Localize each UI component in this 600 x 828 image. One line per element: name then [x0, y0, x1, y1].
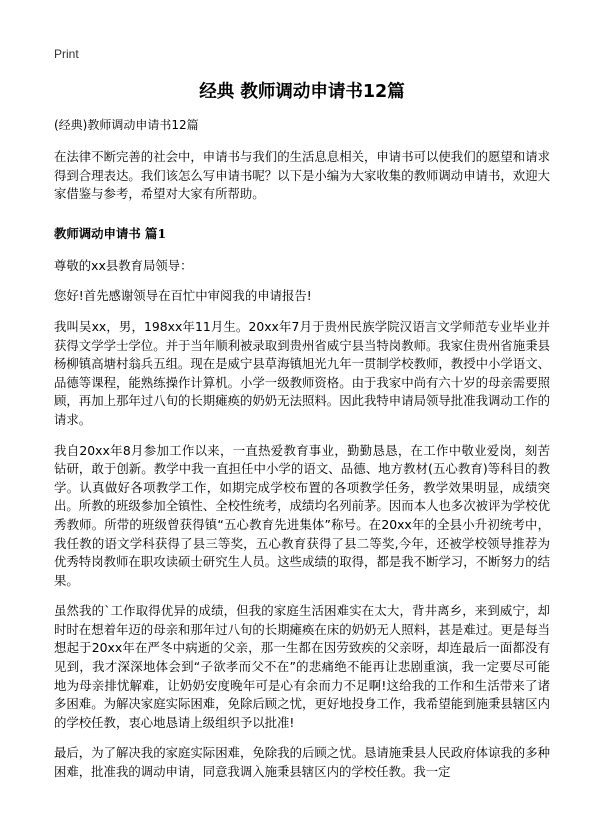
intro-paragraph: 在法律不断完善的社会中，申请书与我们的生活息息相关，申请书可以使我们的愿望和请求得到合理表达。我们该怎么写申请书呢？以下是小编为大家收集的教师调动申请书，欢迎大家借鉴与参考，希望对大家有所帮助。: [54, 149, 550, 202]
document-subtitle: (经典)教师调动申请书12篇: [54, 118, 199, 132]
document-body: [54, 70, 550, 782]
salutation: 尊敬的xx县教育局领导：: [54, 257, 193, 273]
body-paragraph: 我自20xx年8月参加工作以来，一直热爱教育事业，勤勤恳恳，在工作中敬业爱岗，刻苦钻研，敢于创新。教学中我一直担任中小学的语文、品德、地方教材(五心教育)等科目的教学。认真做好各项教学工作，如期完成学校布置的各项教学任务，教学效果明显，成绩突出。所教的班级参加全镇性、全校性统考，成绩均名列前茅。因而本人也多次被评为学校优秀教师。所带的班级曾获得镇“五心教育先进集体”称号。在20xx年的全县小升初统考中，我任教的语文学科获得了县三等奖，五心教育获得了县二等奖,今年，还被学校领导推荐为优秀特岗教师在职攻读硕士研究生人员。这些成绩的取得，都是我不断学习，不断努力的结果。: [54, 442, 550, 588]
body-paragraph: 最后，为了解决我的家庭实际困难，免除我的后顾之忧。恳请施秉县人民政府体谅我的多种困难，批准我的调动申请，同意我调入施秉县辖区内的学校任教。我一定: [54, 745, 550, 780]
print-link[interactable]: Print: [54, 47, 79, 61]
page-title: 经典 教师调动申请书12篇: [199, 82, 405, 102]
body-paragraph: 虽然我的`工作取得优异的成绩，但我的家庭生活困难实在太大，背井离乡，来到威宁，却时时在想着年迈的母亲和那年过八旬的长期瘫痪在床的奶奶无人照料，甚是难过。更是每当想起于20xx年在严冬中病逝的父亲，那一生都在因劳致疾的父亲呀，却连最后一面都没有见到，我才深深地体会到“子欲孝而父不在”的悲痛绝不能再让悲剧重演，我一定要尽可能地为母亲排忧解难，让奶奶安度晚年可是心有余而力不足啊!这给我的工作和生活带来了诸多困难。为解决家庭实际困难，免除后顾之忧，更好地投身工作，我希望能到施秉县辖区内的学校任教，衷心地恳请上级组织予以批准!: [54, 603, 550, 730]
section-heading: 教师调动申请书 篇1: [54, 225, 167, 241]
body-paragraph: 我叫吴xx，男，198xx年11月生。20xx年7月于贵州民族学院汉语言文学师范专业毕业并获得文学学士学位。并于当年顺利被录取到贵州省威宁县当特岗教师。我家住贵州省施秉县杨柳镇高塘村翁兵五组。现在是威宁县草海镇旭光九年一贯制学校教师，教授中小学语文、品德等课程，能熟练操作计算机。小学一级教师资格。由于我家中尚有六十岁的母亲需要照顾，再加上那年过八旬的长期瘫痪的奶奶无法照料。因此我特申请局领导批准我调动工作的请求。: [54, 318, 550, 427]
greeting: 您好!首先感谢领导在百忙中审阅我的申请报告!: [54, 288, 312, 304]
